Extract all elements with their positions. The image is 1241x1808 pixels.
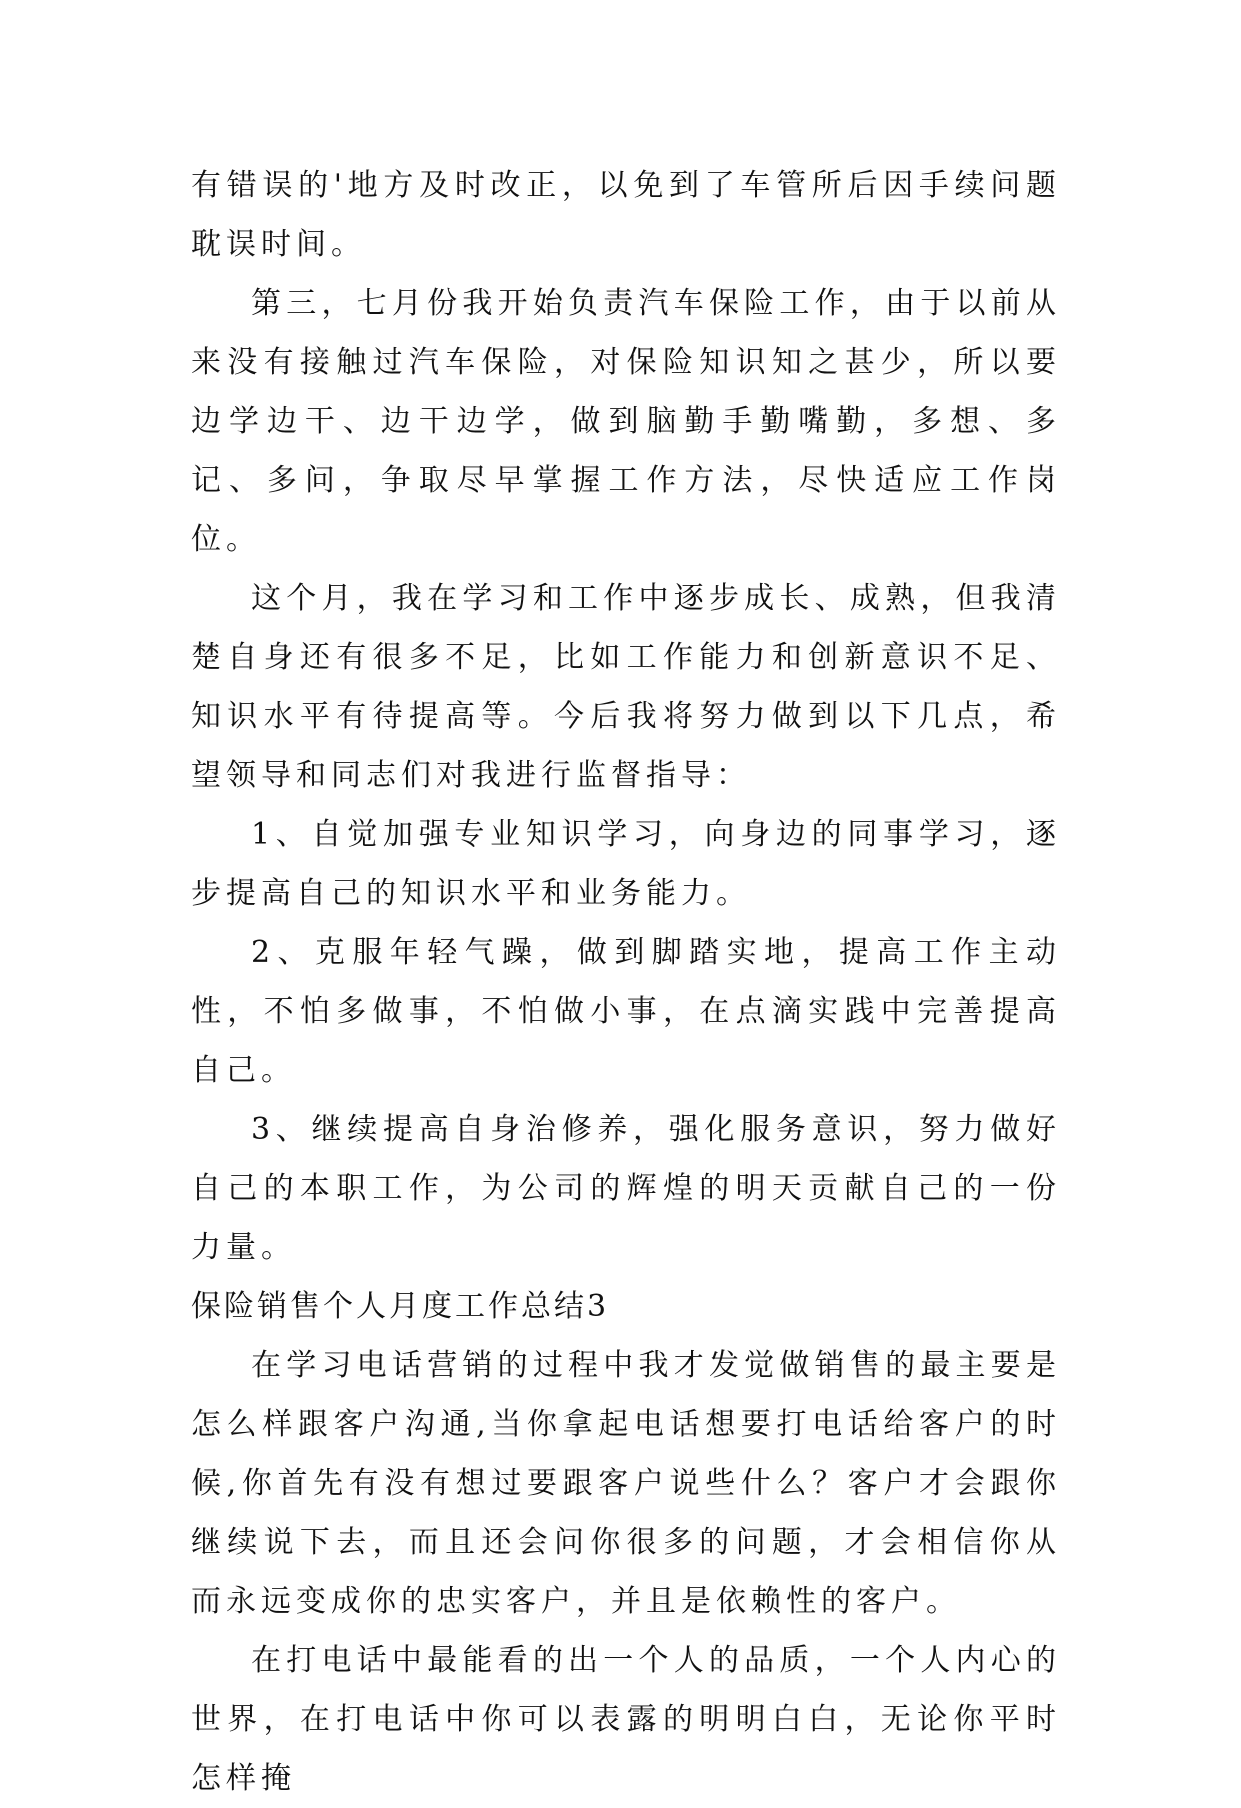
list-item-3: 3、继续提高自身治修养，强化服务意识，努力做好自己的本职工作，为公司的辉煌的明天贡献自己的一份力量。 [191, 1112, 1061, 1265]
paragraph-phone-sales: 在学习电话营销的过程中我才发觉做销售的最主要是怎么样跟客户沟通,当你拿起电话想要打电话给客户的时候,你首先有没有想过要跟客户说些什么？客户才会跟你继续说下去，而且还会问你很多的问题，才会相信你从而永远变成你的忠实客户，并且是依赖性的客户。 [191, 1348, 1061, 1619]
paragraph-quality: 在打电话中最能看的出一个人的品质，一个人内心的世界，在打电话中你可以表露的明明白白，无论你平时怎样掩 [191, 1643, 1061, 1796]
list-item-2: 2、克服年轻气躁，做到脚踏实地，提高工作主动性，不怕多做事，不怕做小事，在点滴实践中完善提高自己。 [191, 935, 1061, 1088]
document-body [191, 156, 1061, 1808]
paragraph-third-point: 第三，七月份我开始负责汽车保险工作，由于以前从来没有接触过汽车保险，对保险知识知之甚少，所以要边学边干、边干边学，做到脑勤手勤嘴勤，多想、多记、多问，争取尽早掌握工作方法，尽快适应工作岗位。 [191, 286, 1061, 557]
section-title: 保险销售个人月度工作总结3 [191, 1289, 610, 1324]
paragraph-month-summary: 这个月，我在学习和工作中逐步成长、成熟，但我清楚自身还有很多不足，比如工作能力和创新意识不足、知识水平有待提高等。今后我将努力做到以下几点，希望领导和同志们对我进行监督指导： [191, 581, 1061, 793]
list-item-1: 1、自觉加强专业知识学习，向身边的同事学习，逐步提高自己的知识水平和业务能力。 [191, 817, 1061, 911]
paragraph-continuation: 有错误的'地方及时改正，以免到了车管所后因手续问题耽误时间。 [191, 168, 1061, 262]
